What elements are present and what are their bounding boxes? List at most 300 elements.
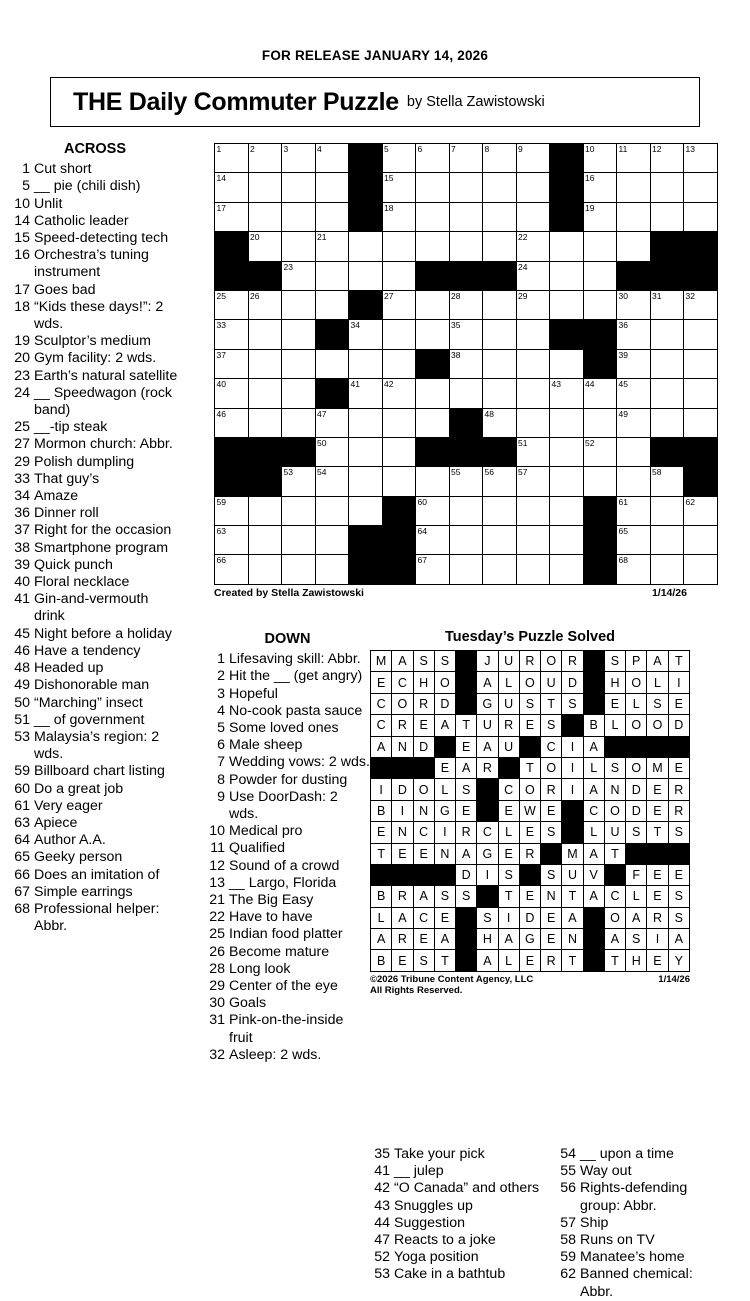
grid-cell[interactable] (416, 144, 450, 173)
solved-letter: H (626, 950, 647, 971)
clue-text: “Marching” insect (34, 694, 143, 711)
solved-letter: O (604, 800, 625, 821)
solved-letter: A (583, 779, 604, 800)
solved-letter: W (519, 800, 540, 821)
grid-cell[interactable] (684, 320, 718, 349)
grid-cell[interactable] (617, 496, 651, 525)
grid-cell[interactable] (382, 320, 416, 349)
solved-letter: B (583, 715, 604, 736)
grid-cell[interactable] (449, 202, 483, 231)
grid-cell[interactable] (382, 173, 416, 202)
solved-letter: A (413, 886, 434, 907)
grid-cell[interactable] (516, 408, 550, 437)
grid-cell[interactable] (516, 496, 550, 525)
solved-letter: S (519, 693, 540, 714)
crossword-grid[interactable] (214, 143, 718, 599)
grid-cell[interactable] (483, 173, 517, 202)
grid-cell[interactable] (650, 467, 684, 496)
grid-cell[interactable] (583, 202, 617, 231)
grid-cell[interactable] (416, 173, 450, 202)
grid-cell[interactable] (650, 173, 684, 202)
grid-cell[interactable] (449, 349, 483, 378)
solved-letter: A (583, 843, 604, 864)
grid-cell[interactable] (248, 202, 282, 231)
grid-cell[interactable] (583, 144, 617, 173)
grid-cell[interactable] (684, 379, 718, 408)
solved-row (371, 886, 690, 907)
solved-letter: U (498, 693, 519, 714)
clue-text: Headed up (34, 660, 104, 677)
grid-block (349, 555, 383, 584)
grid-cell[interactable] (516, 144, 550, 173)
clue-text: __ of government (34, 711, 145, 728)
grid-cell[interactable] (617, 144, 651, 173)
grid-cell[interactable] (215, 290, 249, 319)
grid-cell[interactable] (650, 290, 684, 319)
solved-date: 1/14/26 (658, 973, 690, 985)
grid-cell[interactable] (550, 467, 584, 496)
solved-letter: I (498, 907, 519, 928)
grid-cell[interactable] (382, 379, 416, 408)
clue-item (556, 1249, 728, 1266)
grid-cell[interactable] (449, 379, 483, 408)
solved-letter: O (626, 715, 647, 736)
solved-letter: E (519, 822, 540, 843)
grid-cell[interactable] (650, 555, 684, 584)
solved-letter: E (604, 693, 625, 714)
grid-cell[interactable] (315, 526, 349, 555)
grid-cell[interactable] (650, 320, 684, 349)
grid-cell[interactable] (248, 408, 282, 437)
clue-text: __ Speedwagon (rock band) (34, 384, 173, 419)
grid-cell[interactable] (215, 379, 249, 408)
grid-block (349, 526, 383, 555)
grid-cell[interactable] (449, 320, 483, 349)
clue-item (10, 849, 180, 866)
solved-letter: S (626, 929, 647, 950)
clue-text: Apiece (34, 814, 78, 831)
grid-cell[interactable] (416, 379, 450, 408)
grid-cell[interactable] (315, 555, 349, 584)
grid-cell[interactable] (684, 173, 718, 202)
grid-cell[interactable] (483, 496, 517, 525)
grid-cell[interactable] (617, 555, 651, 584)
grid-cell[interactable] (550, 526, 584, 555)
solved-block (583, 929, 604, 950)
clue-text: Cake in a bathtub (394, 1266, 506, 1283)
grid-cell[interactable] (650, 496, 684, 525)
grid-cell[interactable] (248, 379, 282, 408)
grid-cell[interactable] (349, 261, 383, 290)
grid-cell[interactable] (382, 349, 416, 378)
solved-puzzle (370, 629, 690, 996)
grid-cell[interactable] (617, 526, 651, 555)
clue-item (10, 695, 180, 712)
clue-text: Quick punch (34, 556, 113, 573)
grid-cell[interactable] (349, 408, 383, 437)
grid-cell[interactable] (248, 144, 282, 173)
grid-cell[interactable] (684, 496, 718, 525)
solved-letter: O (434, 672, 455, 693)
grid-cell[interactable] (416, 320, 450, 349)
grid-cell[interactable] (248, 173, 282, 202)
grid-cell[interactable] (315, 290, 349, 319)
solved-letter: S (541, 715, 562, 736)
grid-cell[interactable] (416, 290, 450, 319)
grid-cell[interactable] (349, 437, 383, 466)
grid-cell[interactable] (516, 349, 550, 378)
clue-number: 53 (14, 728, 30, 745)
grid-cell-number: 12 (652, 144, 662, 154)
grid-cell[interactable] (315, 467, 349, 496)
grid-block (483, 437, 517, 466)
grid-cell[interactable] (215, 320, 249, 349)
grid-cell[interactable] (550, 290, 584, 319)
grid-cell[interactable] (449, 290, 483, 319)
grid-cell[interactable] (349, 349, 383, 378)
grid-cell[interactable] (382, 261, 416, 290)
solved-letter: E (434, 907, 455, 928)
grid-cell[interactable] (516, 379, 550, 408)
grid-cell[interactable] (282, 467, 316, 496)
grid-cell[interactable] (248, 349, 282, 378)
grid-cell[interactable] (248, 555, 282, 584)
grid-cell[interactable] (315, 144, 349, 173)
grid-cell[interactable] (416, 555, 450, 584)
solved-letter: F (626, 864, 647, 885)
clue-text: Goals (229, 995, 267, 1012)
grid-cell[interactable] (650, 349, 684, 378)
grid-cell[interactable] (617, 232, 651, 261)
grid-cell[interactable] (382, 467, 416, 496)
clue-text: Catholic leader (34, 212, 129, 229)
grid-cell[interactable] (483, 320, 517, 349)
solved-block (371, 864, 392, 885)
solved-letter: E (647, 779, 668, 800)
grid-cell[interactable] (617, 467, 651, 496)
grid-cell[interactable] (282, 379, 316, 408)
grid-cell[interactable] (315, 173, 349, 202)
grid-cell[interactable] (416, 408, 450, 437)
grid-cell[interactable] (282, 349, 316, 378)
solved-letter: A (456, 757, 477, 778)
grid-cell[interactable] (449, 467, 483, 496)
grid-cell[interactable] (248, 526, 282, 555)
grid-cell[interactable] (516, 555, 550, 584)
solved-letter: E (519, 886, 540, 907)
grid-cell[interactable] (349, 496, 383, 525)
clue-item (10, 178, 180, 195)
grid-block (449, 261, 483, 290)
solved-letter: E (498, 843, 519, 864)
grid-cell[interactable] (583, 290, 617, 319)
clue-item (205, 840, 370, 857)
grid-cell[interactable] (483, 232, 517, 261)
grid-cell[interactable] (382, 408, 416, 437)
grid-cell[interactable] (650, 526, 684, 555)
grid-cell[interactable] (449, 144, 483, 173)
grid-cell[interactable] (516, 202, 550, 231)
solved-letter: T (604, 843, 625, 864)
grid-cell[interactable] (282, 555, 316, 584)
grid-cell[interactable] (550, 232, 584, 261)
grid-cell[interactable] (248, 232, 282, 261)
clue-item (10, 591, 180, 625)
grid-cell[interactable] (483, 408, 517, 437)
clue-text: Goes bad (34, 281, 96, 298)
grid-cell[interactable] (349, 467, 383, 496)
solved-letter: O (541, 757, 562, 778)
grid-cell[interactable] (617, 320, 651, 349)
grid-cell[interactable] (483, 379, 517, 408)
grid-cell[interactable] (449, 496, 483, 525)
rights-notice: All Rights Reserved. (370, 984, 463, 996)
grid-cell[interactable] (315, 202, 349, 231)
grid-cell[interactable] (248, 496, 282, 525)
grid-cell[interactable] (382, 290, 416, 319)
grid-cell[interactable] (583, 261, 617, 290)
grid-cell[interactable] (684, 144, 718, 173)
clue-item (10, 488, 180, 505)
grid-cell[interactable] (516, 261, 550, 290)
down-clues (205, 631, 370, 1064)
grid-cell[interactable] (315, 496, 349, 525)
grid-cell[interactable] (550, 261, 584, 290)
grid-cell[interactable] (617, 408, 651, 437)
grid-cell[interactable] (449, 555, 483, 584)
solved-letter: R (392, 886, 413, 907)
grid-cell[interactable] (282, 496, 316, 525)
grid-cell[interactable] (550, 555, 584, 584)
grid-cell-number: 64 (417, 526, 427, 537)
grid-cell[interactable] (282, 173, 316, 202)
grid-cell[interactable] (282, 232, 316, 261)
grid-cell[interactable] (583, 232, 617, 261)
grid-cell[interactable] (282, 202, 316, 231)
grid-cell[interactable] (215, 408, 249, 437)
solved-letter: C (371, 715, 392, 736)
grid-cell[interactable] (215, 555, 249, 584)
solved-letter: E (541, 907, 562, 928)
grid-cell[interactable] (550, 437, 584, 466)
grid-cell-number: 8 (484, 144, 490, 154)
clue-text: Malaysia’s region: 2 wds. (34, 728, 160, 763)
clue-number: 18 (14, 298, 30, 315)
down-heading: DOWN (264, 631, 311, 647)
grid-cell[interactable] (215, 202, 249, 231)
clue-item (10, 505, 180, 522)
clue-text: __ julep (394, 1163, 444, 1180)
grid-row (215, 261, 718, 290)
solved-letter: T (541, 693, 562, 714)
grid-cell[interactable] (516, 290, 550, 319)
clue-number: 12 (209, 857, 225, 874)
grid-cell[interactable] (650, 144, 684, 173)
grid-row (215, 320, 718, 349)
grid-cell[interactable] (650, 379, 684, 408)
grid-row (215, 173, 718, 202)
grid-cell[interactable] (684, 526, 718, 555)
grid-cell[interactable] (382, 232, 416, 261)
clue-number: 59 (560, 1249, 576, 1266)
grid-cell[interactable] (617, 379, 651, 408)
solved-letter: S (668, 822, 689, 843)
clue-text: Medical pro (229, 823, 303, 840)
grid-cell[interactable] (684, 202, 718, 231)
grid-cell[interactable] (583, 467, 617, 496)
grid-cell[interactable] (416, 202, 450, 231)
clue-item (10, 333, 180, 350)
grid-cell[interactable] (483, 202, 517, 231)
grid-cell[interactable] (550, 408, 584, 437)
copyright-notice: ©2026 Tribune Content Agency, LLC (370, 973, 534, 985)
clue-number: 9 (217, 788, 225, 805)
grid-cell[interactable] (516, 437, 550, 466)
grid-cell[interactable] (483, 349, 517, 378)
solved-letter: M (647, 757, 668, 778)
clue-text: Speed-detecting tech (34, 230, 169, 247)
solved-letter: A (477, 736, 498, 757)
clue-number: 61 (14, 797, 30, 814)
grid-cell-number: 42 (384, 379, 394, 390)
grid-cell-number: 32 (685, 290, 695, 301)
solved-letter: L (583, 822, 604, 843)
grid-cell[interactable] (449, 173, 483, 202)
grid-block (349, 290, 383, 319)
grid-cell[interactable] (416, 467, 450, 496)
grid-cell[interactable] (583, 173, 617, 202)
grid-cell[interactable] (583, 437, 617, 466)
grid-cell[interactable] (516, 320, 550, 349)
clue-number: 53 (374, 1266, 390, 1283)
grid-block (215, 261, 249, 290)
grid-cell-number: 44 (585, 379, 595, 390)
grid-cell[interactable] (483, 555, 517, 584)
grid-cell[interactable] (416, 232, 450, 261)
clue-number: 68 (14, 900, 30, 917)
grid-cell[interactable] (315, 349, 349, 378)
grid-block (684, 261, 718, 290)
grid-cell[interactable] (215, 144, 249, 173)
grid-cell[interactable] (516, 232, 550, 261)
grid-cell[interactable] (684, 349, 718, 378)
grid-cell[interactable] (215, 496, 249, 525)
grid-cell[interactable] (215, 173, 249, 202)
grid-cell[interactable] (617, 290, 651, 319)
grid-cell[interactable] (315, 261, 349, 290)
grid-cell[interactable] (349, 232, 383, 261)
clue-number: 50 (14, 694, 30, 711)
grid-cell[interactable] (550, 496, 584, 525)
grid-cell[interactable] (650, 202, 684, 231)
grid-cell[interactable] (449, 232, 483, 261)
grid-cell[interactable] (650, 408, 684, 437)
grid-cell[interactable] (483, 526, 517, 555)
grid-cell[interactable] (248, 290, 282, 319)
clue-item (205, 703, 370, 720)
clue-item (556, 1146, 728, 1163)
grid-cell-number: 45 (618, 379, 628, 390)
grid-cell[interactable] (315, 408, 349, 437)
solved-letter: L (371, 907, 392, 928)
grid-cell[interactable] (516, 173, 550, 202)
grid-cell[interactable] (617, 202, 651, 231)
grid-cell[interactable] (617, 349, 651, 378)
grid-cell[interactable] (282, 144, 316, 173)
solved-letter: G (477, 843, 498, 864)
grid-cell[interactable] (315, 232, 349, 261)
grid-cell[interactable] (349, 320, 383, 349)
solved-letter: C (583, 800, 604, 821)
grid-cell[interactable] (282, 290, 316, 319)
grid-cell[interactable] (550, 379, 584, 408)
grid-cell-number: 62 (685, 496, 695, 507)
grid-cell[interactable] (215, 349, 249, 378)
grid-cell[interactable] (617, 437, 651, 466)
grid-cell[interactable] (416, 496, 450, 525)
grid-cell[interactable] (282, 320, 316, 349)
grid-cell[interactable] (483, 467, 517, 496)
grid-cell[interactable] (282, 408, 316, 437)
solved-letter: L (626, 693, 647, 714)
grid-cell[interactable] (282, 526, 316, 555)
grid-cell[interactable] (215, 526, 249, 555)
solved-block (626, 736, 647, 757)
clue-number: 56 (560, 1180, 576, 1197)
grid-cell[interactable] (416, 526, 450, 555)
clue-number: 62 (560, 1266, 576, 1283)
grid-cell[interactable] (583, 408, 617, 437)
grid-cell[interactable] (483, 290, 517, 319)
grid-cell[interactable] (684, 290, 718, 319)
clue-item (370, 1146, 542, 1163)
solved-letter: D (392, 779, 413, 800)
clue-item (10, 643, 180, 660)
solved-letter: M (371, 651, 392, 672)
clue-number: 44 (374, 1214, 390, 1231)
grid-cell[interactable] (382, 144, 416, 173)
grid-cell[interactable] (684, 555, 718, 584)
grid-cell[interactable] (617, 173, 651, 202)
grid-cell[interactable] (449, 526, 483, 555)
grid-cell[interactable] (282, 261, 316, 290)
grid-block (349, 173, 383, 202)
clue-number: 28 (209, 960, 225, 977)
solved-letter: L (604, 715, 625, 736)
grid-cell[interactable] (349, 379, 383, 408)
clue-item (10, 781, 180, 798)
grid-cell[interactable] (248, 320, 282, 349)
grid-cell[interactable] (550, 349, 584, 378)
grid-cell[interactable] (382, 437, 416, 466)
grid-cell[interactable] (483, 144, 517, 173)
grid-table[interactable] (214, 143, 718, 585)
clue-item (556, 1232, 728, 1249)
grid-cell[interactable] (516, 467, 550, 496)
clue-number: 59 (14, 763, 30, 780)
solved-letter: A (604, 929, 625, 950)
solved-letter: N (413, 800, 434, 821)
clue-item (10, 884, 180, 901)
clue-text: Lifesaving skill: Abbr. (229, 651, 361, 668)
grid-block (550, 173, 584, 202)
grid-cell[interactable] (516, 526, 550, 555)
solved-letter: I (668, 672, 689, 693)
grid-cell[interactable] (684, 408, 718, 437)
grid-cell[interactable] (583, 379, 617, 408)
grid-cell[interactable] (382, 202, 416, 231)
grid-cell[interactable] (315, 437, 349, 466)
